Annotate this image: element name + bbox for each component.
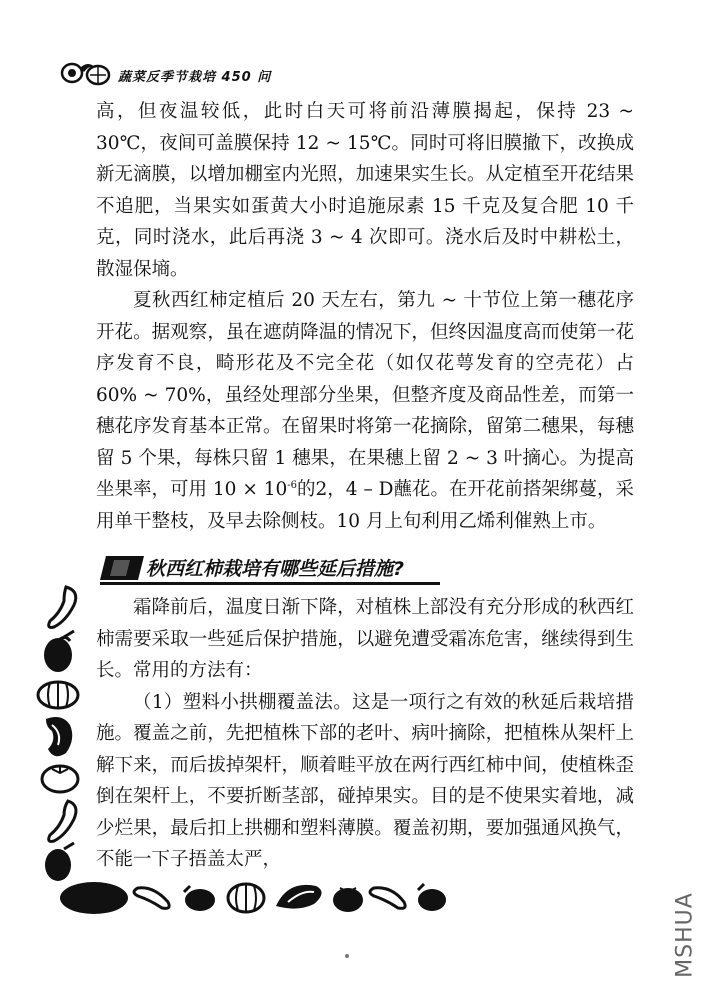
- section-heading: [100, 550, 440, 585]
- pumpkin-icon: [38, 682, 78, 708]
- running-header-title: 蔬菜反季节栽培 450 问: [118, 70, 272, 85]
- cabbage-icon: [46, 717, 72, 756]
- cucumber-icon: [49, 587, 76, 627]
- vegetable-logo-icon: [60, 58, 112, 88]
- side-decoration: [36, 585, 92, 885]
- cucumber-icon: [49, 801, 76, 841]
- running-header: [60, 58, 660, 92]
- page-mark: [345, 954, 349, 958]
- eggplant-icon: [184, 886, 215, 911]
- eggplant-icon: [418, 884, 446, 911]
- paragraph: 高，但夜温较低，此时白天可将前沿薄膜揭起，保持 23 ~ 30℃，夜间可盖膜保持 12 ~ 15℃。同时可将旧膜撤下，改换成新无滴膜，以增加棚室内光照，加速果实生长。从定植至开花结果不追肥，当果实如蛋黄大小时追施尿素 15 千克及复合肥 10 千克，同时浇水，此后再浇 3 ~ 4 次即可。浇水后及时中耕松土，散湿保墒。: [96, 101, 634, 280]
- cucumber-icon: [134, 888, 169, 909]
- body-text-top: [96, 96, 634, 537]
- paragraph: 霜降前后，温度日渐下降，对植株上部没有充分形成的秋西红柿需要采取一些延后保护措施，以避免遭受霜冻危害，继续得到生长。常用的方法有：: [96, 597, 634, 681]
- tomato-icon: [42, 765, 78, 792]
- cucumber-icon: [370, 888, 405, 909]
- gourd-icon: [60, 882, 128, 914]
- watermark-text: MSHUA: [672, 892, 698, 978]
- watermark: [670, 885, 700, 985]
- section-title: 秋西红柿栽培有哪些延后措施?: [146, 558, 405, 580]
- tomato-icon: [333, 888, 363, 912]
- cabbage-icon: [276, 885, 322, 909]
- footer-decoration: [58, 876, 458, 916]
- section-marker-icon: [100, 556, 144, 580]
- eggplant-icon: [44, 631, 74, 672]
- pumpkin-icon: [228, 884, 264, 912]
- paragraph: （1）塑料小拱棚覆盖法。这是一项行之有效的秋延后栽培措施。覆盖之前，先把植株下部的老叶、病叶摘除，把植株从架杆上解下来，而后拔掉架杆，顺着畦平放在两行西红柿中间，使植株歪倒在架杆上，不要折断茎部，碰掉果实。目的是不使果实着地，减少烂果，最后扣上拱棚和塑料薄膜。覆盖初期，要加强通风换气，不能一下子捂盖太严，: [96, 691, 634, 870]
- paragraph: 夏秋西红柿定植后 20 天左右，第九 ~ 十节位上第一穗花序开花。据观察，虽在遮荫降温的情况下，但终因温度高而使第一花序发育不良，畸形花及不完全花（如仅花萼发育的空壳花）占 60% ~ 70%，虽经处理部分坐果，但整齐度及商品性差，而第一穗花序发育基本正常。在留果时将第一花摘除，留第二穗果，每穗留 5 个果，每株只留 1 穗果，在果穗上留 2 ~ 3 叶摘心。为提高坐果率，可用 $10 \times 10^{-6}$的2，4 – D蘸花。在开花前搭架绑蔓，采用单干整枝，及早去除侧枝。10 月上旬利用乙烯利催熟上市。: [96, 290, 634, 532]
- body-text-bottom: [96, 592, 634, 876]
